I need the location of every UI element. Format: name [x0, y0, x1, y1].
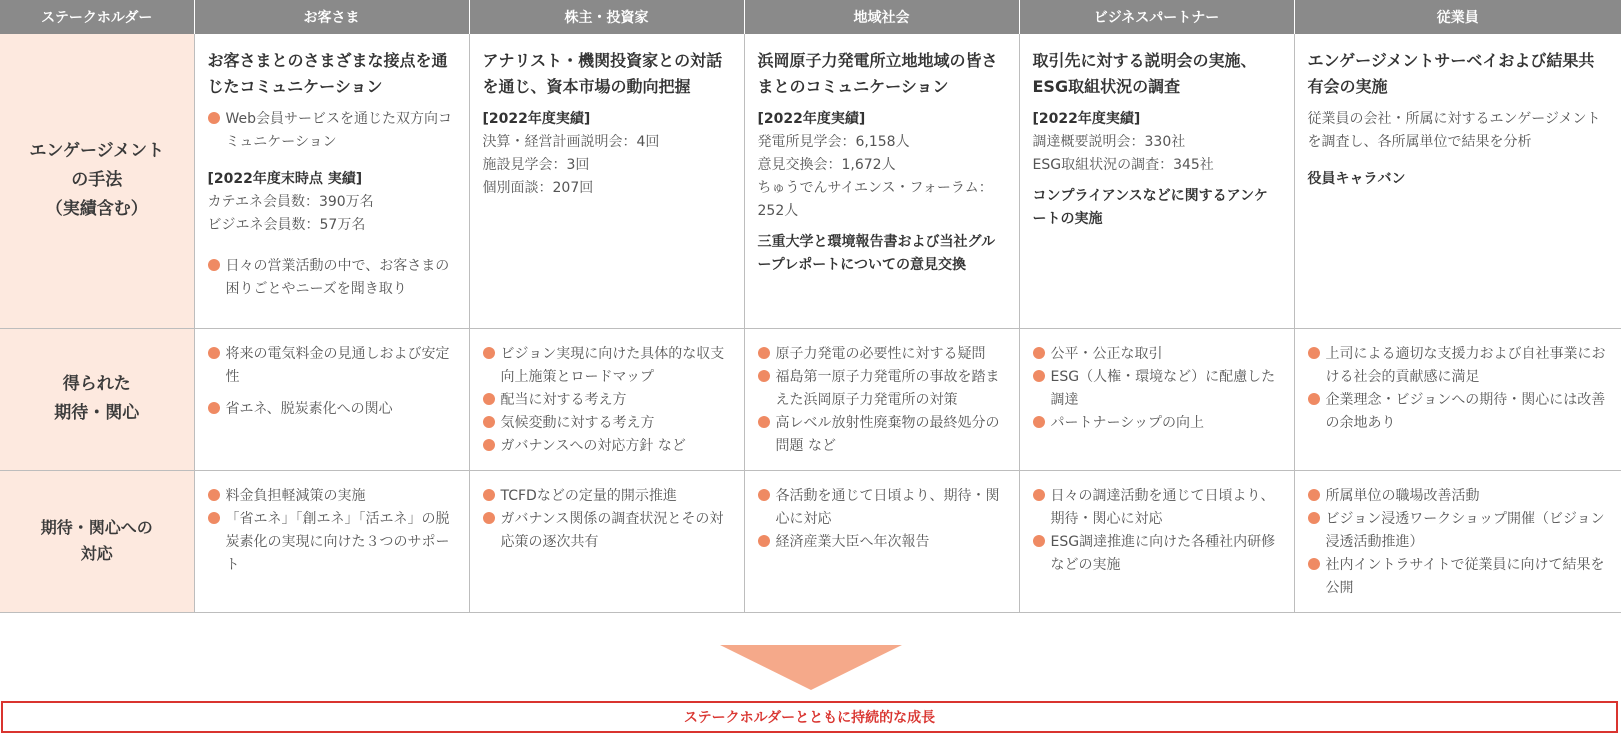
bullet-dot-icon — [1033, 535, 1045, 547]
methods-employees: エンゲージメントサーベイおよび結果共有会の実施 従業員の会社・所属に対するエンゲージメントを調査し、各所属単位で結果を分析 役員キャラバン — [1294, 34, 1621, 328]
bullet-dot-icon — [758, 489, 770, 501]
responses-shareholders — [469, 470, 744, 612]
list-item: ガバナンスへの対応方針 など — [483, 435, 732, 458]
responses-customers — [194, 470, 469, 612]
header-employees: 従業員 — [1294, 0, 1621, 34]
row-head-expectations: 得られた 期待・関心 — [0, 328, 194, 470]
list-item: 料金負担軽減策の実施 — [208, 485, 457, 508]
bullet-dot-icon — [1033, 370, 1045, 382]
expectations-community — [744, 328, 1019, 470]
list-item: 気候変動に対する考え方 — [483, 412, 732, 435]
bullet-dot-icon — [483, 489, 495, 501]
bullet-dot-icon — [1033, 347, 1045, 359]
list-item: 公平・公正な取引 — [1033, 343, 1282, 366]
list-item: 省エネ、脱炭素化への関心 — [208, 398, 457, 421]
list-item: 企業理念・ビジョンへの期待・関心には改善の余地あり — [1308, 389, 1610, 435]
list-item: TCFDなどの定量的開示推進 — [483, 485, 732, 508]
bullet-dot-icon — [483, 393, 495, 405]
sustainable-growth-banner: ステークホルダーとともに持続的な成長 — [1, 701, 1618, 733]
row-head-responses: 期待・関心への 対応 — [0, 470, 194, 612]
header-community: 地域社会 — [744, 0, 1019, 34]
bullet-dot-icon — [1308, 512, 1320, 524]
bullet-dot-icon — [208, 402, 220, 414]
list-item: 各活動を通じて日頃より、期待・関心に対応 — [758, 485, 1007, 531]
bullet-dot-icon — [1308, 558, 1320, 570]
list-item: 上司による適切な支援力および自社事業における社会的貢献感に満足 — [1308, 343, 1610, 389]
expectations-customers — [194, 328, 469, 470]
methods-partners: 取引先に対する説明会の実施、ESG取組状況の調査 [2022年度実績] 調達概要説明会：330社 ESG取組状況の調査：345社 コンプライアンスなどに関するアンケートの実施 — [1019, 34, 1294, 328]
methods-customers: お客さまとのさまざまな接点を通じたコミュニケーション Web会員サービスを通じた双方向コミュニケーション [2022年度末時点 実績] カテエネ会員数：390万名 ビジエネ会員数：57万名 日々の営業活動の中で、お客さまの困りごとやニーズを聞き取り — [194, 34, 469, 328]
responses-row — [0, 470, 1621, 612]
list-item: 日々の調達活動を通じて日頃より、期待・関心に対応 — [1033, 485, 1282, 531]
bullet-dot-icon — [1033, 416, 1045, 428]
list-item: 将来の電気料金の見通しおよび安定性 — [208, 343, 457, 389]
responses-community — [744, 470, 1019, 612]
list-item: ビジョン浸透ワークショップ開催（ビジョン浸透活動推進） — [1308, 508, 1610, 554]
bullet-dot-icon — [1308, 393, 1320, 405]
header-partners: ビジネスパートナー — [1019, 0, 1294, 34]
list-item: 原子力発電の必要性に対する疑問 — [758, 343, 1007, 366]
bullet-dot-icon — [208, 112, 220, 124]
bullet-dot-icon — [758, 416, 770, 428]
bullet-dot-icon — [208, 347, 220, 359]
list-item: ガバナンス関係の調査状況とその対応策の逐次共有 — [483, 508, 732, 554]
bullet-dot-icon — [758, 370, 770, 382]
bullet-dot-icon — [1308, 489, 1320, 501]
list-item: 日々の営業活動の中で、お客さまの困りごとやニーズを聞き取り — [208, 255, 457, 301]
bullet-dot-icon — [483, 416, 495, 428]
list-item: 高レベル放射性廃棄物の最終処分の問題 など — [758, 412, 1007, 458]
bullet-dot-icon — [758, 347, 770, 359]
bullet-dot-icon — [483, 512, 495, 524]
bullet-dot-icon — [1308, 347, 1320, 359]
expectations-employees — [1294, 328, 1621, 470]
bullet-dot-icon — [208, 512, 220, 524]
list-item: Web会員サービスを通じた双方向コミュニケーション — [208, 108, 457, 154]
list-item: 配当に対する考え方 — [483, 389, 732, 412]
bullet-dot-icon — [483, 347, 495, 359]
expectations-shareholders — [469, 328, 744, 470]
down-arrow-icon — [720, 645, 902, 690]
list-item: ESG（人権・環境など）に配慮した調達 — [1033, 366, 1282, 412]
expectations-row — [0, 328, 1621, 470]
responses-partners — [1019, 470, 1294, 612]
header-stakeholder: ステークホルダー — [0, 0, 194, 34]
bullet-dot-icon — [758, 535, 770, 547]
bullet-dot-icon — [483, 439, 495, 451]
header-row — [0, 0, 1621, 34]
list-item: ビジョン実現に向けた具体的な収支向上施策とロードマップ — [483, 343, 732, 389]
row-head-methods: エンゲージメント の手法 （実績含む） — [0, 34, 194, 328]
methods-community: 浜岡原子力発電所立地地域の皆さまとのコミュニケーション [2022年度実績] 発電所見学会：6,158人 意見交換会：1,672人 ちゅうでんサイエンス・フォーラム：252人 三重大学と環境報告書および当社グループレポートについての意見交換 — [744, 34, 1019, 328]
header-customers: お客さま — [194, 0, 469, 34]
methods-row — [0, 34, 1621, 328]
list-item: ESG調達推進に向けた各種社内研修などの実施 — [1033, 531, 1282, 577]
methods-shareholders: アナリスト・機関投資家との対話を通じ、資本市場の動向把握 [2022年度実績] 決算・経営計画説明会：4回 施設見学会：3回 個別面談：207回 — [469, 34, 744, 328]
bullet-dot-icon — [208, 489, 220, 501]
list-item: パートナーシップの向上 — [1033, 412, 1282, 435]
list-item: 「省エネ」「創エネ」「活エネ」の脱炭素化の実現に向けた３つのサポート — [208, 508, 457, 577]
bullet-dot-icon — [208, 259, 220, 271]
list-item: 社内イントラサイトで従業員に向けて結果を公開 — [1308, 554, 1610, 600]
header-shareholders: 株主・投資家 — [469, 0, 744, 34]
list-item: 所属単位の職場改善活動 — [1308, 485, 1610, 508]
expectations-partners — [1019, 328, 1294, 470]
bullet-dot-icon — [1033, 489, 1045, 501]
responses-employees — [1294, 470, 1621, 612]
list-item: 福島第一原子力発電所の事故を踏まえた浜岡原子力発電所の対策 — [758, 366, 1007, 412]
list-item: 経済産業大臣へ年次報告 — [758, 531, 1007, 554]
